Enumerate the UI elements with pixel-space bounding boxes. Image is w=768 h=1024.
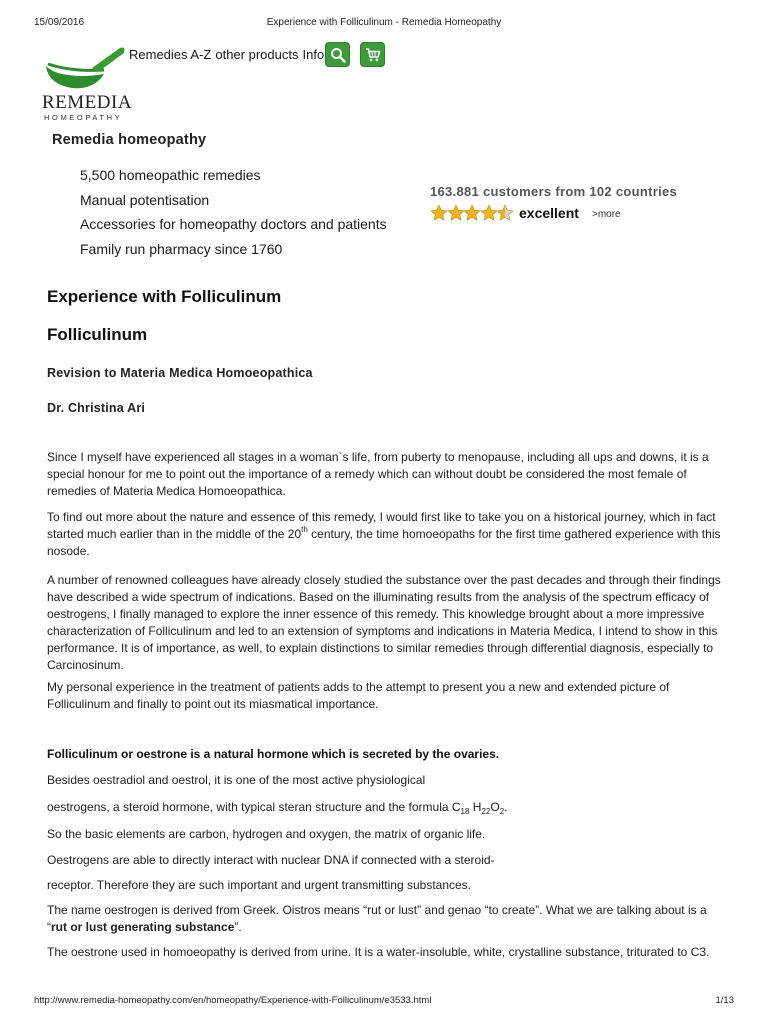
search-icon <box>330 47 346 63</box>
site-name: Remedia homeopathy <box>52 132 207 148</box>
feature-item: Manual potentisation <box>80 191 210 208</box>
more-reviews-link[interactable]: >more <box>592 209 621 220</box>
customer-count: 163.881 customers from 102 countries <box>430 184 678 199</box>
customer-rating-widget <box>430 184 730 221</box>
paragraph-dna: Oestrogens are able to directly interact with nuclear DNA if connected with a steroid- <box>47 853 495 867</box>
star-icon <box>463 204 481 222</box>
nav-remedies-a-z[interactable]: Remedies A-Z <box>129 47 212 62</box>
paragraph-experience: My personal experience in the treatment of patients adds to the attempt to present you a new and extended picture of Folliculinum and finally to point out its miasmatical importance. <box>47 680 670 711</box>
feature-list <box>80 164 387 263</box>
paragraph-urine: The oestrone used in homoeopathy is derived from urine. It is a water-insoluble, white, crystalline substance, triturated to C3. <box>47 945 710 959</box>
brand-tagline: HOMEOPATHY <box>44 113 123 122</box>
star-icon <box>447 204 465 222</box>
feature-item: Accessories for homeopathy doctors and patients <box>80 216 387 233</box>
paragraph-oestradiol: Besides oestradiol and oestrol, it is one of the most active physiological <box>47 773 426 787</box>
hormone-heading: Folliculinum or oestrone is a natural hormone which is secreted by the ovaries. <box>47 747 500 761</box>
nav-other-products[interactable]: other products <box>215 47 299 62</box>
brand-name: REMEDIA <box>42 92 133 113</box>
mortar-pestle-icon <box>42 44 132 94</box>
rating-label: excellent <box>519 205 579 221</box>
article-subtitle: Folliculinum <box>47 325 148 344</box>
paragraph-etymology: The name oestrogen is derived from Greek. Oistros means “rut or lust” and genao “to create”. What we are talking about is a “rut or lust generating substance”. <box>47 903 707 934</box>
cart-button[interactable] <box>360 42 385 67</box>
feature-item: Family run pharmacy since 1760 <box>80 241 283 258</box>
star-icon <box>480 204 498 222</box>
paragraph-intro: Since I myself have experienced all stages in a woman`s life, from puberty to menopause, including all ups and downs, it is a special honour for me to point out the importance of a remedy which can without doubt be considered the most female of remedies of Materia Medica Homoeopathica. <box>47 450 709 498</box>
feature-item: 5,500 homeopathic remedies <box>80 167 261 183</box>
top-navigation <box>129 47 328 62</box>
rating-row <box>430 204 730 226</box>
article-title: Experience with Folliculinum <box>47 287 282 306</box>
author-name: Dr. Christina Ari <box>47 401 146 415</box>
page-number: 1/13 <box>715 995 734 1006</box>
revision-heading: Revision to Materia Medica Homoeopathica <box>47 366 313 380</box>
print-footer <box>34 995 734 1006</box>
paragraph-history: To find out more about the nature and essence of this remedy, I would first like to take you on a historical journey, which in fact started much earlier than in the middle of the 20th century, the time homoeopaths for the first time gathered experience with this nosode. <box>47 510 721 558</box>
search-button[interactable] <box>325 42 350 67</box>
paragraph-formula: oestrogens, a steroid hormone, with typical steran structure and the formula $C_{18}$ $H_{22}O_2$. <box>47 800 508 816</box>
paragraph-receptor: receptor. Therefore they are such important and urgent transmitting substances. <box>47 878 472 892</box>
remedia-logo[interactable] <box>42 44 132 122</box>
print-date: 15/09/2016 <box>34 17 85 28</box>
paragraph-colleagues: A number of renowned colleagues have already closely studied the substance over the past decades and through their findings have described a wide spectrum of indications. Based on the illuminating results from the analysis of the spectrum efficacy of oestrogens, I finally managed to explore the inner essence of this remedy. This knowledge brought about a more impressive characterization of Folliculinum and led to an extension of symptoms and indications in Materia Medica, I intend to show in this performance. It is of importance, as well, to explain distinctions to similar remedies through differential diagnosis, especially to Carcinosinum. <box>47 573 721 672</box>
nav-info[interactable]: Info <box>302 47 325 62</box>
page-url: http://www.remedia-homeopathy.com/en/homeopathy/Experience-with-Folliculinum/e3533.html <box>34 995 432 1006</box>
cart-icon <box>365 47 381 63</box>
paragraph-elements: So the basic elements are carbon, hydrogen and oxygen, the matrix of organic life. <box>47 827 486 841</box>
star-icon <box>496 204 514 222</box>
star-icon <box>430 204 448 222</box>
print-document-title: Experience with Folliculinum - Remedia Homeopathy <box>266 17 502 28</box>
